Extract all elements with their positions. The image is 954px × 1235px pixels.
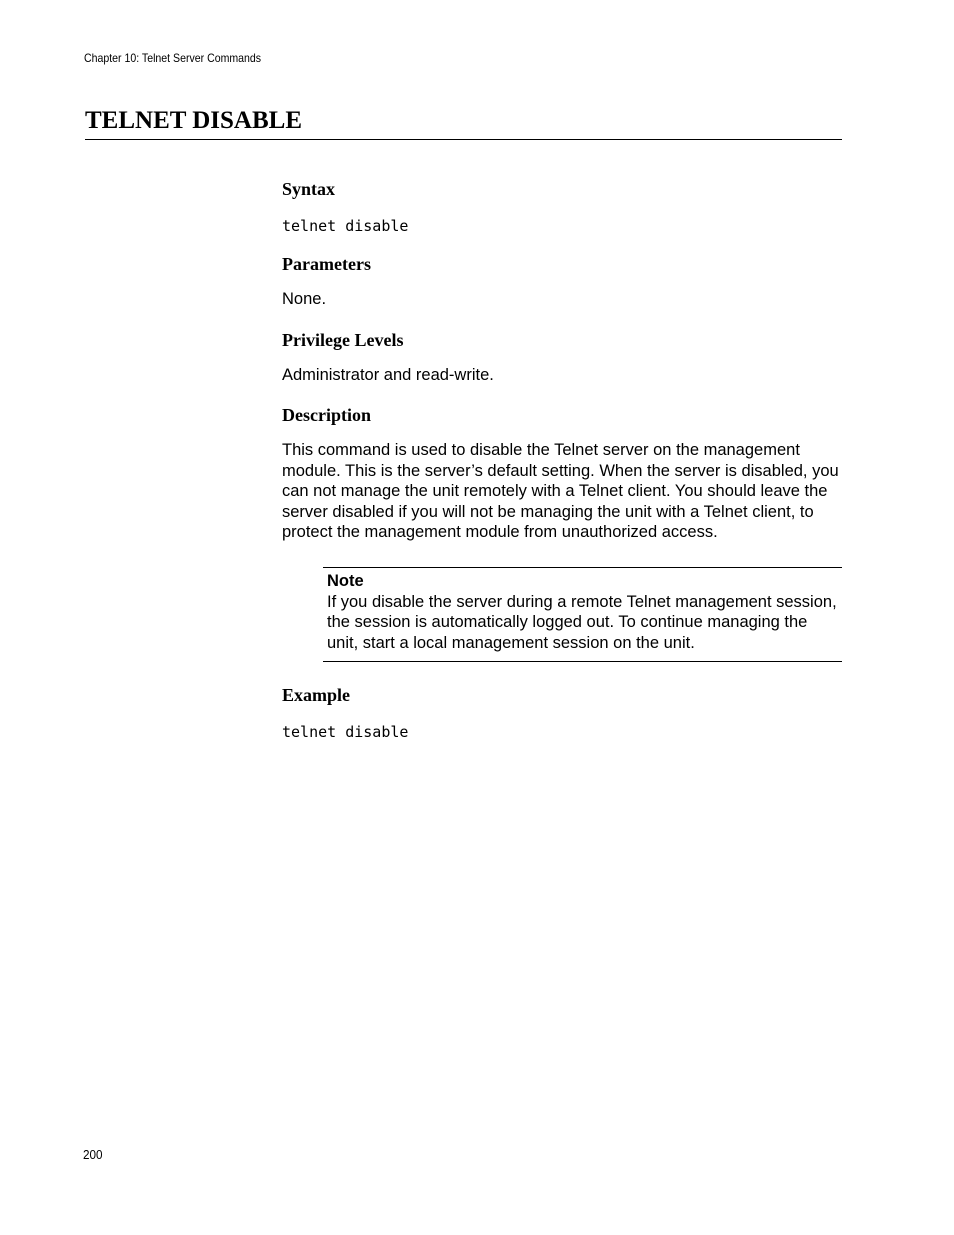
privilege-levels-text: Administrator and read-write. — [282, 365, 494, 384]
privilege-levels-heading: Privilege Levels — [282, 329, 404, 350]
syntax-code: telnet disable — [282, 217, 409, 235]
running-header: Chapter 10: Telnet Server Commands — [84, 51, 262, 65]
command-content — [282, 178, 842, 742]
note-text: If you disable the server during a remote Telnet management session, the session is automatically logged out. To continue managing the unit, start a local management session on the unit. — [327, 592, 837, 652]
description-text: This command is used to disable the Telnet server on the management module. This is the server’s default setting. When the server is disabled, you can not manage the unit remotely with a Telnet client. You should leave the server disabled if you will not be managing the unit with a Telnet client, to protect the management module from unauthorized access. — [282, 441, 839, 541]
page-number: 200 — [83, 1147, 103, 1162]
note-box — [323, 567, 842, 663]
parameters-heading: Parameters — [282, 254, 371, 274]
parameters-text: None. — [282, 290, 327, 308]
description-heading: Description — [282, 405, 371, 425]
example-code: telnet disable — [282, 723, 409, 741]
page-title: TELNET DISABLE — [85, 106, 842, 140]
syntax-heading: Syntax — [282, 179, 336, 199]
note-label: Note — [327, 571, 364, 590]
example-heading: Example — [282, 685, 351, 705]
